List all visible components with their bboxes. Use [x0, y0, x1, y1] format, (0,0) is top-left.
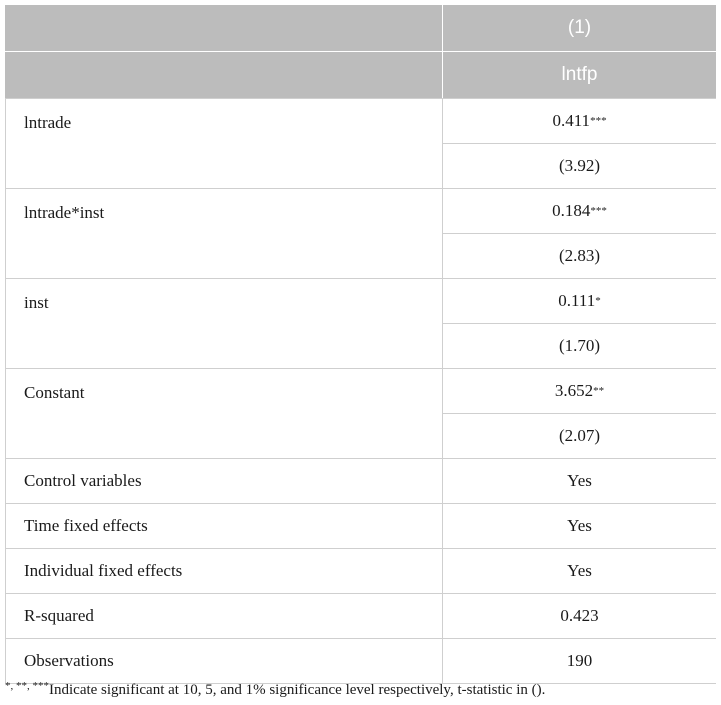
row-value: 0.423: [560, 606, 599, 625]
column-number: (1): [567, 17, 592, 38]
coefficient-value: 0.184: [552, 201, 591, 220]
table-row-observations: [5, 639, 716, 684]
dependent-variable: lntfp: [561, 64, 598, 85]
row-label: Observations: [5, 639, 443, 683]
table-row-individual-fixed-effects: [5, 549, 716, 594]
row-value: 190: [566, 651, 593, 670]
significance-stars: *: [595, 295, 601, 307]
t-statistic-cell: (2.07): [443, 413, 716, 458]
table-row-inst: [5, 279, 716, 369]
row-label: Constant: [5, 369, 443, 458]
header-empty-cell: [5, 5, 443, 51]
table-row-lntrade-inst: [5, 189, 716, 279]
coefficient-cell: [443, 189, 716, 233]
footnote-text: Indicate significant at 10, 5, and 1% significance level respectively, t-statistic in ().: [49, 682, 546, 698]
row-label: Control variables: [5, 459, 443, 503]
table-row-r-squared: [5, 594, 716, 639]
row-value: Yes: [567, 471, 592, 490]
row-value: Yes: [567, 561, 592, 580]
regression-table: [5, 5, 716, 684]
header-empty-cell: [5, 52, 443, 98]
row-label: inst: [5, 279, 443, 368]
row-label: Individual fixed effects: [5, 549, 443, 593]
coefficient-cell: [443, 279, 716, 323]
row-label: lntrade: [5, 99, 443, 188]
significance-stars: **: [593, 385, 605, 397]
t-statistic-cell: (3.92): [443, 143, 716, 188]
significance-stars: ***: [590, 205, 607, 217]
table-row-control-variables: [5, 459, 716, 504]
t-statistic-cell: (1.70): [443, 323, 716, 368]
row-label: lntrade*inst: [5, 189, 443, 278]
significance-stars: ***: [590, 115, 607, 127]
row-label: Time fixed effects: [5, 504, 443, 548]
coefficient-cell: [443, 99, 716, 143]
header-row-column-number: [5, 5, 716, 52]
table-row-lntrade: [5, 98, 716, 189]
row-value: Yes: [567, 516, 592, 535]
coefficient-cell: [443, 369, 716, 413]
header-row-dependent-variable: [5, 52, 716, 98]
table-row-constant: [5, 369, 716, 459]
coefficient-value: 3.652: [554, 381, 594, 400]
t-statistic-cell: (2.83): [443, 233, 716, 278]
footnote-stars: *, **, ***: [5, 680, 49, 692]
row-label: R-squared: [5, 594, 443, 638]
coefficient-value: 0.111: [558, 291, 596, 310]
table-footnote: [5, 680, 545, 699]
table-row-time-fixed-effects: [5, 504, 716, 549]
coefficient-value: 0.411: [552, 111, 591, 130]
